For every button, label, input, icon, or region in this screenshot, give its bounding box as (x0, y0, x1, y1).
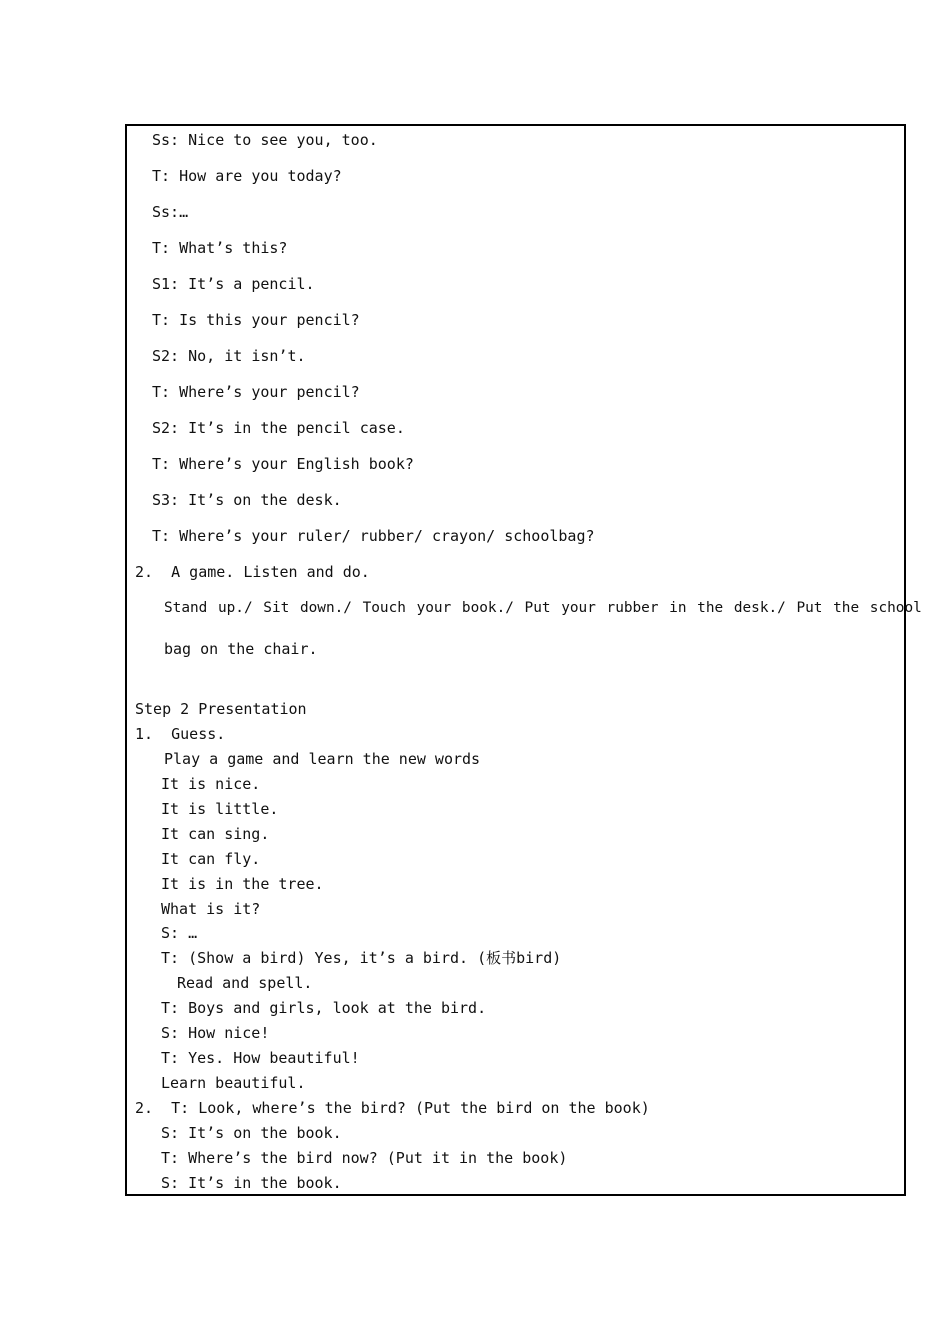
dialogue-line: S2: No, it isn’t. (152, 347, 306, 365)
dialogue-line: T: Yes. How beautiful! (161, 1049, 360, 1067)
riddle-line: It is little. (161, 800, 279, 818)
dialogue-line: T: Boys and girls, look at the bird. (161, 999, 487, 1017)
dialogue-line: S: It’s in the book. (161, 1174, 342, 1192)
activity-instructions: Stand up./ Sit down./ Touch your book./ Put your rubber in the desk./ Put the school (164, 600, 922, 616)
dialogue-line: T: Where’s your pencil? (152, 383, 360, 401)
dialogue-line: T: What’s this? (152, 239, 288, 257)
dialogue-line: Ss:… (152, 203, 189, 221)
dialogue-line: S1: It’s a pencil. (152, 275, 315, 293)
dialogue-line: T: Where’s your ruler/ rubber/ crayon/ schoolbag? (152, 527, 595, 545)
dialogue-line: T: Is this your pencil? (152, 311, 360, 329)
riddle-line: It is in the tree. (161, 875, 324, 893)
activity-description: Play a game and learn the new words (164, 750, 481, 768)
activity-instructions-continued: bag on the chair. (164, 640, 318, 658)
dialogue-line: S3: It’s on the desk. (152, 491, 342, 509)
riddle-line: It can sing. (161, 825, 270, 843)
riddle-line: It can fly. (161, 850, 261, 868)
dialogue-line: Ss: Nice to see you, too. (152, 131, 378, 149)
instruction-line: Learn beautiful. (161, 1074, 306, 1092)
dialogue-line: S: It’s on the book. (161, 1124, 342, 1142)
dialogue-line: T: Where’s the bird now? (Put it in the book) (161, 1149, 568, 1167)
dialogue-line: S2: It’s in the pencil case. (152, 419, 405, 437)
dialogue-line: S: … (161, 924, 198, 942)
riddle-line: What is it? (161, 900, 261, 918)
instruction-line: Read and spell. (177, 974, 313, 992)
dialogue-line: S: How nice! (161, 1024, 270, 1042)
step-heading: Step 2 Presentation (135, 700, 307, 718)
dialogue-line: T: How are you today? (152, 167, 342, 185)
activity-heading: 1. Guess. (135, 725, 226, 743)
dialogue-line: T: (Show a bird) Yes, it’s a bird. (板书bird) (161, 949, 562, 967)
riddle-line: It is nice. (161, 775, 261, 793)
dialogue-line: T: Where’s your English book? (152, 455, 414, 473)
activity-heading: 2. T: Look, where’s the bird? (Put the bird on the book) (135, 1099, 650, 1117)
activity-heading: 2. A game. Listen and do. (135, 563, 370, 581)
